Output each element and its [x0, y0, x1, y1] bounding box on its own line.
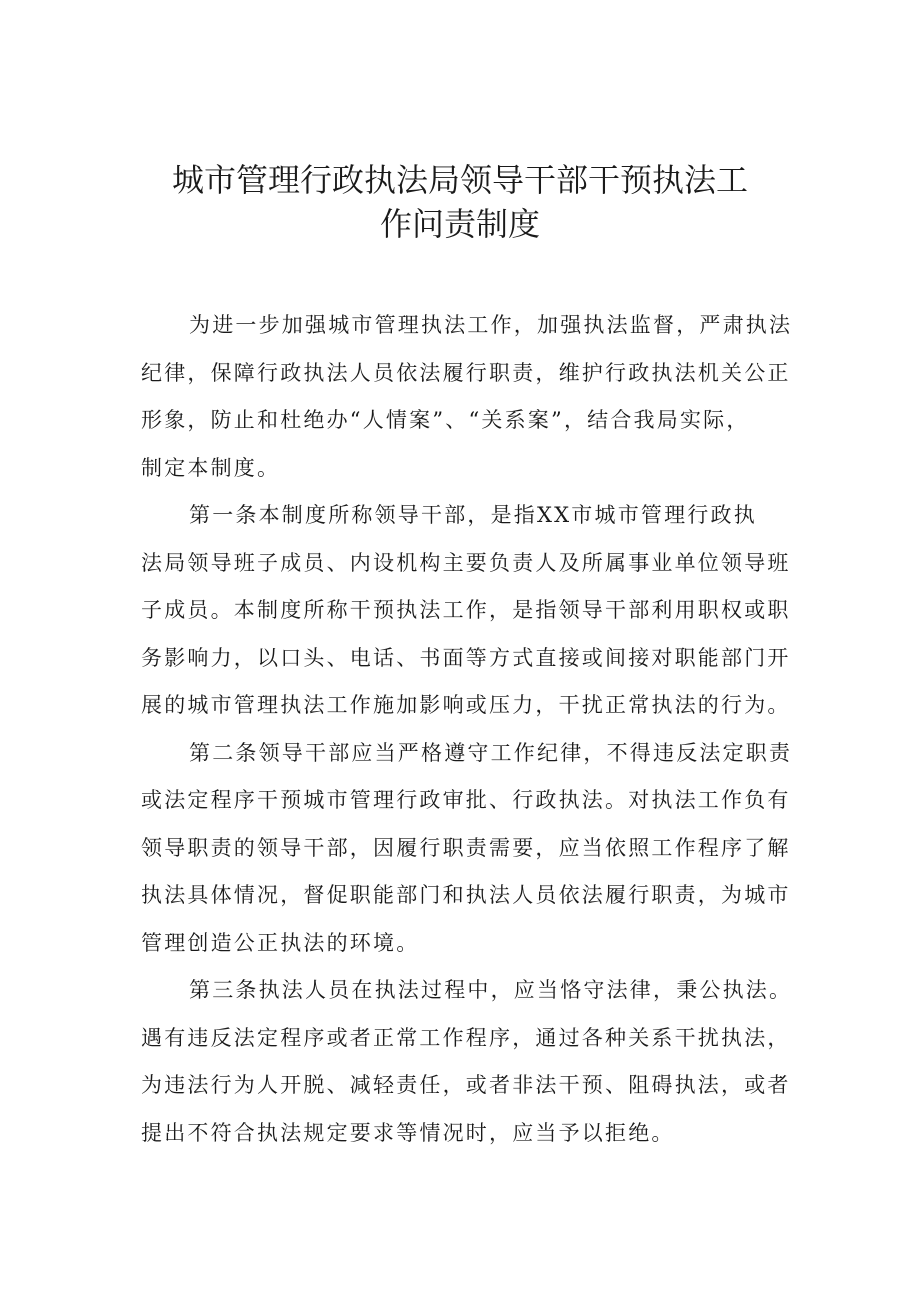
text-line: 务影响力，以口头、电话、书面等方式直接或间接对职能部门开	[141, 645, 791, 670]
paragraph-article-1	[141, 492, 789, 730]
text-line: 执法具体情况，督促职能部门和执法人员依法履行职责，为城市	[141, 883, 791, 907]
text-line: 制定本制度。	[141, 455, 281, 480]
text-line: 第二条领导干部应当严格遵守工作纪律，不得违反法定职责	[189, 740, 793, 765]
document-body	[141, 302, 793, 1157]
paragraph-intro	[141, 302, 793, 492]
text-line: 展的城市管理执法工作施加影响或压力，干扰正常执法的行为。	[141, 693, 791, 717]
text-line: 第一条本制度所称领导干部，是指XX市城市管理行政执	[189, 503, 757, 527]
text-line: 为进一步加强城市管理执法工作，加强执法监督，严肃执法	[189, 313, 793, 337]
text-line: 法局领导班子成员、内设机构主要负责人及所属事业单位领导班	[141, 550, 791, 575]
text-line: 形象，防止和杜绝办“人情案”、“关系案”，结合我局实际，	[141, 408, 750, 432]
text-line: 领导职责的领导干部，因履行职责需要，应当依照工作程序了解	[141, 835, 791, 860]
text-line: 或法定程序干预城市管理行政审批、行政执法。对执法工作负有	[141, 788, 791, 812]
title-line-1: 城市管理行政执法局领导干部干预执法工	[171, 161, 748, 199]
paragraph-article-2	[141, 730, 793, 968]
text-line: 纪律，保障行政执法人员依法履行职责，维护行政执法机关公正	[141, 360, 791, 385]
text-line: 第三条执法人员在执法过程中，应当恪守法律，秉公执法。	[189, 978, 793, 1002]
text-line: 提出不符合执法规定要求等情况时，应当予以拒绝。	[141, 1120, 675, 1145]
text-line: 为违法行为人开脱、减轻责任，或者非法干预、阻碍执法，或者	[141, 1073, 791, 1097]
text-line: 管理创造公正执法的环境。	[141, 930, 420, 955]
title-line-2: 作问责制度	[379, 205, 540, 243]
text-line: 子成员。本制度所称干预执法工作，是指领导干部利用职权或职	[141, 598, 791, 622]
paragraph-article-3	[141, 967, 793, 1157]
text-line: 遇有违反法定程序或者正常工作程序，通过各种关系干扰执法，	[141, 1025, 791, 1050]
document-title	[120, 158, 800, 246]
